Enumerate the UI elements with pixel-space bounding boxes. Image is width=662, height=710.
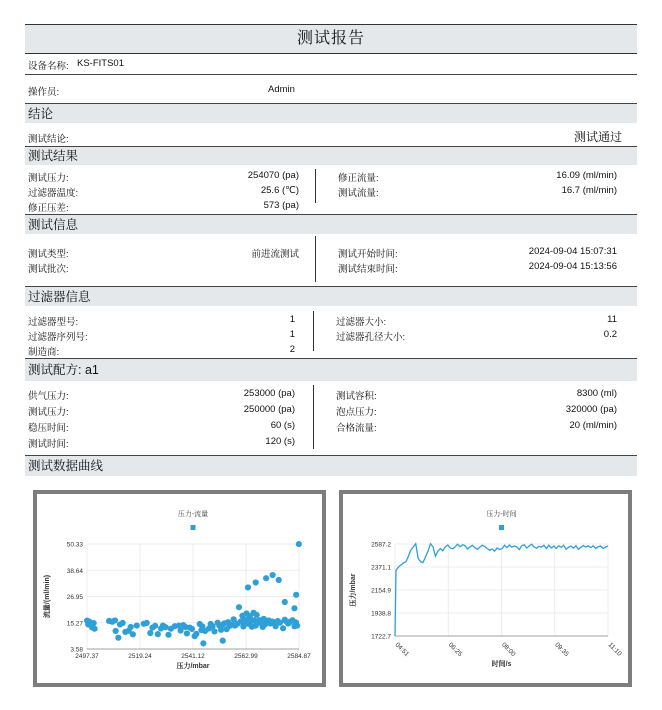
info-block xyxy=(25,234,637,286)
report-page xyxy=(25,24,637,476)
x-tick-label: 2584.87 xyxy=(287,653,311,660)
x-tick-label: 11:10 xyxy=(606,641,623,658)
results-left-value: 573 (pa) xyxy=(263,200,299,211)
results-right-value: 16.09 (ml/min) xyxy=(556,170,617,181)
x-tick-label: 08:00 xyxy=(500,641,517,658)
y-axis-title: 流量/(ml/min) xyxy=(44,574,51,619)
recipe-right-label: 测试容积: xyxy=(336,391,377,402)
recipe-left-label: 测试时间: xyxy=(28,439,69,450)
pressure-time-chart xyxy=(343,494,628,683)
recipe-left-value: 60 (s) xyxy=(270,420,295,431)
scatter-point xyxy=(147,630,153,636)
scatter-point xyxy=(91,626,97,632)
x-tick-label: 09:35 xyxy=(553,641,570,658)
scatter-point xyxy=(291,605,297,611)
y-tick-label: 38.64 xyxy=(66,567,83,575)
filter-heading: 过滤器信息 xyxy=(25,286,637,306)
y-tick-label: 1938.8 xyxy=(371,610,391,618)
y-tick-label: 2371.1 xyxy=(371,564,391,572)
device-label: 设备名称: xyxy=(28,61,69,72)
filter-block xyxy=(25,306,637,358)
recipe-right-label: 泡点压力: xyxy=(336,407,377,418)
info-right-value: 2024-09-04 15:13:56 xyxy=(528,261,617,272)
results-block xyxy=(25,165,637,214)
y-tick-label: 1722.7 xyxy=(371,633,391,641)
operator-label: 操作员: xyxy=(28,87,60,98)
results-right-value: 16.7 (ml/min) xyxy=(561,185,617,196)
column-divider xyxy=(313,385,314,449)
filter-left-value: 1 xyxy=(289,329,295,340)
pressure-flow-chart xyxy=(37,494,322,683)
scatter-point xyxy=(253,579,259,585)
scatter-point xyxy=(220,638,226,644)
scatter-point xyxy=(282,599,288,605)
scatter-point xyxy=(276,577,282,583)
x-tick-label: 2519.24 xyxy=(128,653,152,660)
scatter-point xyxy=(162,624,168,630)
results-left-value: 254070 (pa) xyxy=(247,170,299,181)
filter-left-label: 过滤器序列号: xyxy=(28,332,88,343)
scatter-point xyxy=(112,617,118,623)
scatter-point xyxy=(120,620,126,626)
scatter-point xyxy=(245,584,251,590)
filter-right-value: 0.2 xyxy=(603,329,617,340)
recipe-left-value: 250000 (pa) xyxy=(243,404,295,415)
x-tick-label: 06:25 xyxy=(446,641,464,658)
scatter-point xyxy=(254,612,260,618)
scatter-point xyxy=(152,623,158,629)
x-axis-title: 时间/s xyxy=(491,661,512,668)
info-heading: 测试信息 xyxy=(25,214,637,234)
scatter-point xyxy=(293,592,299,598)
conclusion-heading: 结论 xyxy=(25,103,637,123)
scatter-point xyxy=(155,631,161,637)
recipe-left-label: 供气压力: xyxy=(28,391,69,402)
x-tick-label: 2562.99 xyxy=(234,653,258,660)
operator-row xyxy=(25,74,637,103)
x-tick-label: 2497.37 xyxy=(75,653,99,660)
chart-title: 压力-流量 xyxy=(177,511,209,518)
y-tick-label: 2587.2 xyxy=(371,541,391,549)
results-left-value: 25.6 (℃) xyxy=(260,185,299,196)
y-axis-title: 压力/mbar xyxy=(350,573,357,607)
recipe-left-value: 253000 (pa) xyxy=(243,388,295,399)
scatter-point xyxy=(134,622,140,628)
filter-right-label: 过滤器大小: xyxy=(336,317,387,328)
scatter-point xyxy=(280,625,286,631)
info-right-label: 测试开始时间: xyxy=(338,249,398,260)
info-right-label: 测试结束时间: xyxy=(338,264,398,275)
results-right-label: 测试流量: xyxy=(338,188,379,199)
scatter-point xyxy=(236,604,242,610)
scatter-point xyxy=(165,632,171,638)
y-tick-label: 2154.9 xyxy=(371,587,391,595)
scatter-point xyxy=(184,630,190,636)
scatter-point xyxy=(115,635,121,641)
info-right-value: 2024-09-04 15:07:31 xyxy=(528,246,617,257)
device-value: KS-FITS01 xyxy=(77,58,124,69)
scatter-point xyxy=(130,631,136,637)
scatter-point xyxy=(113,628,119,634)
device-row xyxy=(25,54,637,74)
conclusion-label: 测试结论: xyxy=(28,134,69,145)
column-divider xyxy=(315,169,316,203)
scatter-point xyxy=(263,575,269,581)
recipe-left-label: 测试压力: xyxy=(28,407,69,418)
scatter-point xyxy=(270,572,276,578)
conclusion-row xyxy=(25,123,637,146)
y-tick-label: 3.58 xyxy=(70,646,83,654)
legend-marker xyxy=(191,525,196,530)
scatter-point xyxy=(211,628,217,634)
x-tick-label: 04:51 xyxy=(393,641,411,658)
scatter-point xyxy=(193,631,199,637)
results-right-label: 修正流量: xyxy=(338,173,379,184)
operator-value: Admin xyxy=(268,84,295,95)
y-tick-label: 50.33 xyxy=(66,541,83,549)
info-left-label: 测试类型: xyxy=(28,249,69,260)
x-axis-title: 压力/mbar xyxy=(176,663,210,670)
curves-heading: 测试数据曲线 xyxy=(25,455,637,476)
recipe-right-value: 20 (ml/min) xyxy=(569,420,617,431)
scatter-point xyxy=(128,624,134,630)
legend-marker xyxy=(499,525,504,530)
filter-left-label: 过滤器型号: xyxy=(28,317,79,328)
recipe-right-value: 8300 (ml) xyxy=(576,388,617,399)
recipe-right-value: 320000 (pa) xyxy=(565,404,617,415)
filter-left-label: 制造商: xyxy=(28,347,60,358)
filter-right-value: 11 xyxy=(607,314,617,325)
y-tick-label: 15.27 xyxy=(66,620,83,628)
scatter-point xyxy=(294,622,300,628)
scatter-point xyxy=(144,620,150,626)
recipe-block xyxy=(25,381,637,455)
column-divider xyxy=(313,311,314,351)
scatter-point xyxy=(296,541,302,547)
chart-title: 压力-时间 xyxy=(486,511,517,518)
scatter-point xyxy=(189,626,195,632)
results-heading: 测试结果 xyxy=(25,146,637,165)
scatter-point xyxy=(91,620,97,626)
filter-left-value: 1 xyxy=(289,314,295,325)
results-left-label: 测试压力: xyxy=(28,173,69,184)
pressure-flow-chart-frame xyxy=(33,490,326,687)
recipe-right-label: 合格流量: xyxy=(336,423,377,434)
info-left-label: 测试批次: xyxy=(28,264,69,275)
results-left-label: 修正压差: xyxy=(28,203,69,214)
scatter-point xyxy=(200,640,206,646)
conclusion-value: 测试通过 xyxy=(573,130,622,144)
x-tick-label: 2541.12 xyxy=(181,653,205,660)
recipe-heading: 测试配方: a1 xyxy=(25,358,637,381)
y-tick-label: 26.95 xyxy=(66,594,83,601)
column-divider xyxy=(315,236,316,282)
recipe-left-value: 120 (s) xyxy=(265,436,295,447)
info-left-value: 前进流测试 xyxy=(251,249,299,260)
recipe-left-label: 稳压时间: xyxy=(28,423,69,434)
pressure-time-chart-frame xyxy=(339,490,632,687)
filter-left-value: 2 xyxy=(289,344,295,355)
filter-right-label: 过滤器孔径大小: xyxy=(336,332,406,343)
results-left-label: 过滤器温度: xyxy=(28,188,79,199)
report-title: 测试报告 xyxy=(25,24,637,54)
